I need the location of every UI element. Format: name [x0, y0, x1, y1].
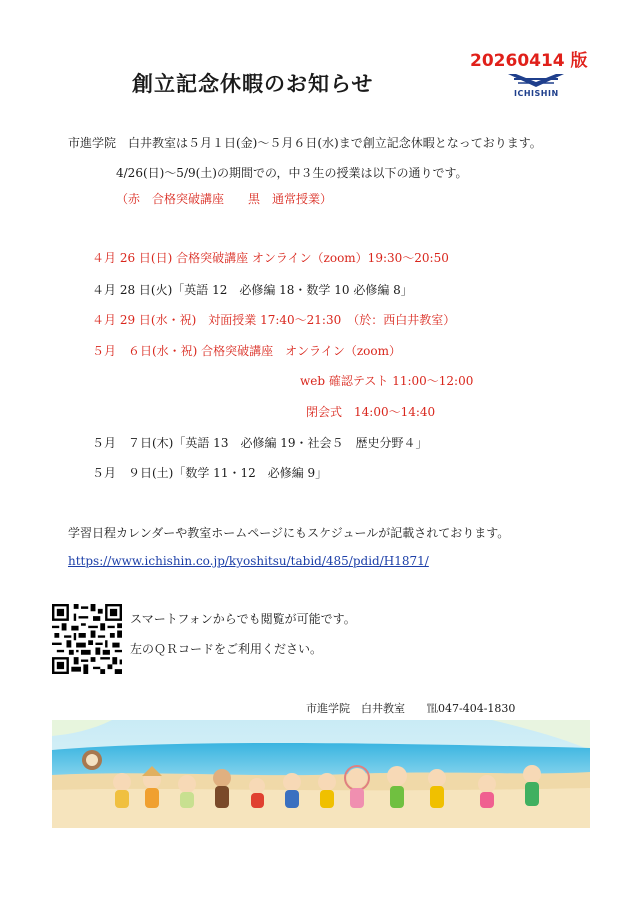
beach-characters-illustration [52, 720, 590, 828]
intro-period-line: 4/26(日)～5/9(土)の期間での，中３生の授業は以下の通りです。 [116, 166, 468, 180]
qr-code-icon [52, 604, 122, 674]
version-label: 20260414 版 [470, 51, 588, 71]
schedule-item: ５月 ６日(水・祝) 合格突破講座 オンライン（zoom） [92, 344, 401, 358]
classroom-link[interactable]: https://www.ichishin.co.jp/kyoshitsu/tabid/485/pdid/H1871/ [68, 554, 429, 568]
schedule-item: 閉会式 14:00～14:40 [306, 405, 436, 419]
qr-text-line: スマートフォンからでも閲覧が可能です。 [130, 612, 356, 626]
schedule-item: ５月 ７日(木)「英語 13 必修編 19・社会５ 歴史分野４」 [92, 436, 428, 450]
footer-contact: 市進学院 白井教室 ℡047-404-1830 [306, 702, 516, 715]
schedule-item: ４月 29 日(水・祝) 対面授業 17:40～21:30 （於：西白井教室） [92, 313, 456, 327]
color-legend: （赤 合格突破講座 黒 通常授業） [116, 192, 333, 206]
schedule-item: ４月 28 日(火)「英語 12 必修編 18・数学 10 必修編 8」 [92, 283, 413, 297]
schedule-item: ４月 26 日(日) 合格突破講座 オンライン（zoom）19:30～20:50 [92, 251, 449, 265]
qr-text-line: 左のＱＲコードをご利用ください。 [130, 642, 323, 656]
schedule-item: web 確認テスト 11:00～12:00 [300, 374, 474, 388]
intro-line: 市進学院 白井教室は５月１日(金)～５月６日(水)まで創立記念休暇となっております。 [68, 136, 542, 150]
logo-text: ICHISHIN [514, 89, 559, 98]
calendar-notice: 学習日程カレンダーや教室ホームページにもスケジュールが記載されております。 [68, 526, 510, 540]
page-title: 創立記念休暇のお知らせ [132, 72, 374, 96]
schedule-item: ５月 ９日(土)「数学 11・12 必修編 9」 [92, 466, 328, 480]
ichishin-logo-icon [506, 70, 566, 90]
